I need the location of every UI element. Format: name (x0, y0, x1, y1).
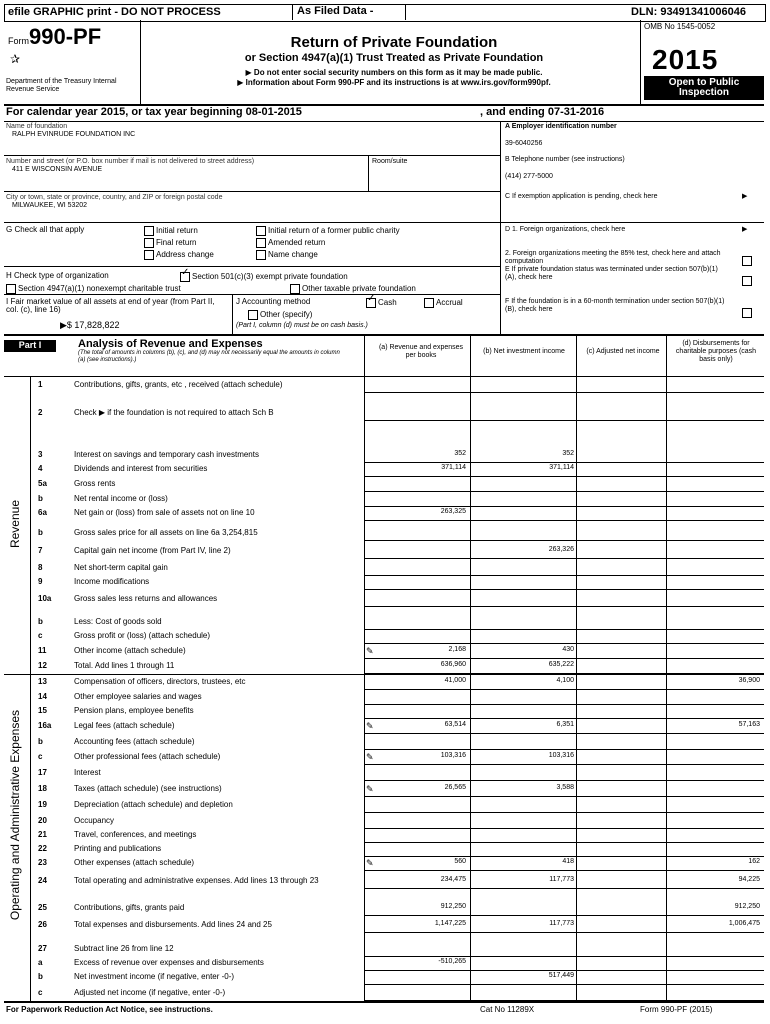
col-b-value[interactable]: 517,449 (548, 972, 574, 979)
col-a-value[interactable]: 560 (454, 858, 466, 865)
col-a-value[interactable]: 636,960 (440, 661, 466, 668)
rule (364, 575, 764, 576)
phone-label: B Telephone number (see instructions) (505, 156, 625, 163)
line-number: 8 (38, 563, 43, 572)
form-title: Return of Private Foundation (290, 34, 498, 51)
line-label: Subtract line 26 from line 12 (74, 944, 174, 953)
line-number: b (38, 617, 43, 626)
org-name[interactable]: RALPH EVINRUDE FOUNDATION INC (12, 131, 136, 138)
col-a-value[interactable]: 63,514 (444, 721, 466, 728)
line-number: 9 (38, 577, 43, 586)
rule (364, 629, 764, 630)
dept-text: Department of the Treasury Internal Revenue Service (6, 78, 117, 93)
eagle-icon: ✰ (10, 52, 21, 66)
part-title: Analysis of Revenue and Expenses (78, 338, 263, 350)
rule (666, 336, 667, 1001)
line-number: 3 (38, 450, 43, 459)
banner-box (292, 4, 406, 20)
banner-left: efile GRAPHIC print - DO NOT PROCESS (8, 6, 221, 18)
omb-number: OMB No 1545-0052 (644, 22, 716, 31)
col-d-value[interactable]: 1,006,475 (728, 920, 760, 927)
rule (364, 828, 764, 829)
line-label: Net investment income (if negative, enter -0-) (74, 972, 235, 981)
rule (364, 336, 365, 1001)
open-public-badge: Open to Public Inspection (644, 76, 764, 100)
line-number: 4 (38, 464, 43, 473)
rule (364, 984, 764, 985)
col-c-header: (c) Adjusted net income (586, 348, 660, 355)
col-a-header: (a) Revenue and expenses per books (378, 344, 464, 359)
d2-check[interactable] (742, 256, 754, 266)
col-a-value[interactable]: 234,475 (440, 876, 466, 883)
side-expenses: Operating and Administrative Expenses (8, 710, 22, 921)
form-number-text: 990-PF (29, 24, 102, 49)
rule (364, 796, 764, 797)
line-number: a (38, 958, 43, 967)
col-d-value[interactable]: 912,250 (734, 903, 760, 910)
line-number: 2 (38, 408, 43, 417)
line-number: 19 (38, 800, 47, 809)
line-label: Depreciation (attach schedule) and depletion (74, 800, 233, 809)
col-a-value[interactable]: 103,316 (440, 752, 466, 759)
line-number: 16a (38, 721, 52, 730)
line-label: Total operating and administrative expenses. Add lines 13 through 23 (74, 876, 319, 885)
line-label: Net gain or (loss) from sale of assets not on line 10 (74, 508, 255, 517)
rule (364, 540, 764, 541)
line-number: 18 (38, 784, 47, 793)
line-label: Income modifications (74, 577, 150, 586)
col-a-value[interactable]: 263,325 (440, 508, 466, 515)
rule (364, 970, 764, 971)
rule (364, 643, 764, 644)
line-number: 17 (38, 768, 47, 777)
line-label: Pension plans, employee benefits (74, 706, 194, 715)
line-number: 13 (38, 677, 47, 686)
rule (4, 334, 764, 336)
part-subtitle: (The total of amounts in columns (b), (c), and (d) may not necessarily equal the amounts in column (a) (see instructions).) (78, 350, 340, 363)
line-number: 22 (38, 844, 47, 853)
rule (576, 336, 577, 1001)
room-label: Room/suite (372, 158, 408, 165)
line-number: b (38, 737, 43, 746)
rule (364, 932, 764, 933)
street-label: Number and street (or P.O. box number if mail is not delivered to street address) (6, 158, 255, 165)
col-a-value[interactable]: -510,265 (438, 958, 466, 965)
rule (364, 476, 764, 477)
col-b-label: Net investment income (493, 348, 565, 355)
line-number: 25 (38, 903, 47, 912)
line-label: Printing and publications (74, 844, 162, 853)
line-label: Interest on savings and temporary cash investments (74, 450, 259, 459)
col-d-header: (d) Disbursements for charitable purposes (cash basis only) (675, 340, 757, 363)
h-label: H Check type of organization (6, 271, 109, 280)
col-a-value[interactable]: 41,000 (444, 677, 466, 684)
i-label: I Fair market value of all assets at end of year (from Part II, col. (c), line 16) (6, 297, 215, 314)
rule (4, 376, 764, 377)
line-label: Gross sales price for all assets on line 6a 3,254,815 (74, 528, 258, 537)
col-c-label: Adjusted net income (596, 348, 660, 355)
rule (364, 462, 764, 463)
rule (364, 888, 764, 889)
col-b-value[interactable]: 263,326 (548, 546, 574, 553)
line-label: Interest (74, 768, 101, 777)
rule (364, 842, 764, 843)
line-label: Contributions, gifts, grants paid (74, 903, 185, 912)
rule (364, 856, 764, 857)
col-b-header: (b) Net investment income (483, 348, 565, 355)
rule (364, 520, 764, 521)
arrow-icon: ▶ (742, 193, 748, 200)
rule (232, 294, 233, 334)
banner-dln: DLN: 93491341006046 (631, 6, 746, 18)
rule (4, 266, 500, 267)
line-label: Occupancy (74, 816, 115, 825)
line-label: Adjusted net income (if negative, enter -0-) (74, 988, 226, 997)
line-label: Excess of revenue over expenses and disbursements (74, 958, 264, 967)
rule (364, 673, 764, 674)
line-label: Other expenses (attach schedule) (74, 858, 195, 867)
rule (364, 491, 764, 492)
rule (30, 376, 31, 1001)
rule (364, 704, 764, 705)
j-accrual[interactable]: Accrual (424, 298, 463, 308)
line-label: Dividends and interest from securities (74, 464, 208, 473)
rule (4, 294, 500, 295)
line-number: 10a (38, 594, 52, 603)
col-a-label: Revenue and expenses per books (389, 344, 464, 359)
rule (364, 420, 764, 421)
g-label: G Check all that apply (6, 225, 85, 234)
col-a-value[interactable]: 26,565 (444, 784, 466, 791)
line-number: c (38, 988, 43, 997)
rule (364, 392, 764, 393)
rule (4, 155, 500, 156)
footer-right: Form 990-PF (2015) (640, 1005, 713, 1014)
rule (4, 674, 764, 675)
col-a-value[interactable]: 1,147,225 (434, 920, 466, 927)
line-number: 27 (38, 944, 47, 953)
form-subtitle: or Section 4947(a)(1) Trust Treated as Private Foundation (244, 52, 544, 64)
col-d-value[interactable]: 57,163 (738, 721, 760, 728)
calendar-end: , and ending 07-31-2016 (480, 106, 605, 118)
line-number: 7 (38, 546, 43, 555)
rule (364, 749, 764, 750)
col-b-value[interactable]: 430 (562, 646, 574, 653)
col-a-value[interactable]: 352 (454, 450, 466, 457)
form-number (8, 24, 101, 50)
h-opt1[interactable]: ✓ Section 501(c)(3) exempt private foundation (180, 272, 348, 282)
d1-label: D 1. Foreign organizations, check here (505, 226, 626, 233)
e-label: E If private foundation status was terminated under section 507(b)(1)(A), check here (505, 266, 718, 281)
col-b-value[interactable]: 6,351 (556, 721, 574, 728)
line-number: 23 (38, 858, 47, 867)
street-value[interactable]: 411 E WISCONSIN AVENUE (12, 166, 102, 173)
banner-mid: As Filed Data - (297, 5, 374, 17)
line-label: Other professional fees (attach schedule) (74, 752, 221, 761)
g-final[interactable]: Final return (144, 238, 196, 248)
footer-left: For Paperwork Reduction Act Notice, see instructions. (6, 1005, 213, 1014)
line-number: c (38, 631, 43, 640)
line-number: c (38, 752, 43, 761)
note-info: ▶ Information about Form 990-PF and its instructions is at www.irs.gov/form990pf. (237, 78, 551, 87)
col-b-value[interactable]: 117,773 (549, 920, 574, 927)
rule (364, 870, 764, 871)
ein-value[interactable]: 39-6040256 (505, 140, 543, 147)
rule (364, 812, 764, 813)
col-b-value[interactable]: 371,114 (549, 464, 574, 471)
line-label: Total. Add lines 1 through 11 (74, 661, 175, 670)
line-number: 15 (38, 706, 47, 715)
footer-mid: Cat No 11289X (480, 1005, 535, 1014)
attachment-icon[interactable]: ✎ (366, 752, 374, 762)
rule (4, 191, 500, 192)
name-label: Name of foundation (6, 123, 68, 130)
col-d-value[interactable]: 94,225 (738, 876, 760, 883)
phone-value[interactable]: (414) 277-5000 (505, 173, 553, 180)
city-label: City or town, state or province, country, and ZIP or foreign postal code (6, 194, 223, 201)
line-number: 21 (38, 830, 47, 839)
line-number: 5a (38, 479, 47, 488)
d2-label: 2. Foreign organizations meeting the 85% test, check here and attach computation (505, 250, 721, 265)
col-d-value[interactable]: 162 (748, 858, 760, 865)
rule (4, 222, 764, 223)
line-number: 6a (38, 508, 47, 517)
rule (364, 658, 764, 659)
col-b-value[interactable]: 3,588 (556, 784, 574, 791)
attachment-icon[interactable]: ✎ (366, 858, 374, 868)
line-label: Taxes (attach schedule) (see instructions) (74, 784, 222, 793)
rule (500, 222, 501, 334)
rule (368, 155, 369, 191)
h-opt3[interactable]: Other taxable private foundation (290, 284, 416, 294)
line-number: 12 (38, 661, 47, 670)
rule (364, 589, 764, 590)
divider (140, 20, 141, 104)
col-b-value[interactable]: 418 (562, 858, 574, 865)
note-ssn: ▶ Do not enter social security numbers on this form as it may be made public. (245, 68, 543, 77)
rule (364, 689, 764, 690)
j-label: J Accounting method (236, 297, 311, 306)
line-label: Net rental income or (loss) (74, 494, 168, 503)
col-b-value[interactable]: 103,316 (548, 752, 574, 759)
form-header (4, 20, 764, 106)
line-number: 24 (38, 876, 47, 885)
line-number: 14 (38, 692, 47, 701)
line-label: Less: Cost of goods sold (74, 617, 162, 626)
col-a-value[interactable]: 371,114 (441, 464, 466, 471)
e-check[interactable] (742, 276, 754, 286)
rule (364, 733, 764, 734)
city-value[interactable]: MILWAUKEE, WI 53202 (12, 202, 88, 209)
rule (4, 1001, 764, 1003)
g-initial[interactable]: Initial return (144, 226, 198, 236)
line-label: Net short-term capital gain (74, 563, 168, 572)
line-label: Contributions, gifts, grants, etc , received (attach schedule) (74, 380, 283, 389)
col-b-value[interactable]: 635,222 (548, 661, 574, 668)
rule (4, 121, 764, 122)
d1-check[interactable]: ▶ (742, 226, 748, 233)
line-label: Other employee salaries and wages (74, 692, 202, 701)
c-label: C If exemption application is pending, check here (505, 193, 658, 200)
rule (364, 606, 764, 607)
rule (470, 336, 471, 1001)
f-check[interactable] (742, 308, 754, 318)
line-number: b (38, 972, 43, 981)
line-label: Gross rents (74, 479, 116, 488)
rule (364, 780, 764, 781)
line-label: Check ▶ if the foundation is not required to attach Sch B (74, 408, 274, 417)
line-number: 11 (38, 646, 47, 655)
col-d-label: Disbursements for charitable purposes (cash basis only) (675, 340, 757, 363)
j-note: (Part I, column (d) must be on cash basis.) (236, 322, 368, 329)
attachment-icon[interactable]: ✎ (366, 721, 374, 731)
side-revenue: Revenue (8, 500, 22, 549)
rule (364, 764, 764, 765)
col-d-value[interactable]: 36,900 (738, 677, 760, 684)
line-label: Travel, conferences, and meetings (74, 830, 197, 839)
h-opt2[interactable]: Section 4947(a)(1) nonexempt charitable trust (6, 284, 181, 294)
line-label: Gross sales less returns and allowances (74, 594, 218, 603)
line-number: 20 (38, 816, 47, 825)
line-number: 1 (38, 380, 43, 389)
j-other[interactable]: Other (specify) (248, 310, 312, 320)
col-a-value[interactable]: 912,250 (440, 903, 466, 910)
tax-year: 2015 (652, 44, 719, 75)
rule (364, 558, 764, 559)
attachment-icon[interactable]: ✎ (366, 784, 374, 794)
g-address[interactable]: Address change (144, 250, 214, 260)
line-number: b (38, 494, 43, 503)
line-label: Other income (attach schedule) (74, 646, 186, 655)
g-name[interactable]: Name change (256, 250, 318, 260)
col-b-value[interactable]: 117,773 (549, 876, 574, 883)
col-b-value[interactable]: 352 (562, 450, 574, 457)
f-label: F If the foundation is in a 60-month termination under section 507(b)(1)(B), check here (505, 298, 725, 313)
part-label: Part I (4, 340, 56, 352)
line-label: Gross profit or (loss) (attach schedule) (74, 631, 211, 640)
g-amended[interactable]: Amended return (256, 238, 325, 248)
rule (364, 718, 764, 719)
g-former[interactable]: Initial return of a former public charity (256, 226, 400, 236)
line-number: 26 (38, 920, 47, 929)
line-label: Legal fees (attach schedule) (74, 721, 175, 730)
rule (364, 506, 764, 507)
line-number: b (38, 528, 43, 537)
rule (364, 956, 764, 957)
calendar-begin: For calendar year 2015, or tax year beginning 08-01-2015 (6, 106, 302, 118)
line-label: Capital gain net income (from Part IV, line 2) (74, 546, 231, 555)
j-cash[interactable]: ✓ Cash (366, 298, 397, 308)
line-label: Total expenses and disbursements. Add lines 24 and 25 (74, 920, 272, 929)
col-b-value[interactable]: 4,100 (556, 677, 574, 684)
col-a-value[interactable]: 2,168 (448, 646, 466, 653)
ein-label: A Employer identification number (505, 123, 617, 130)
attachment-icon[interactable]: ✎ (366, 646, 374, 656)
line-label: Compensation of officers, directors, trustees, etc (74, 677, 246, 686)
rule (364, 915, 764, 916)
line-label: Accounting fees (attach schedule) (74, 737, 195, 746)
form-prefix: Form (8, 36, 29, 46)
i-value[interactable]: ▶$ 17,828,822 (60, 320, 120, 330)
